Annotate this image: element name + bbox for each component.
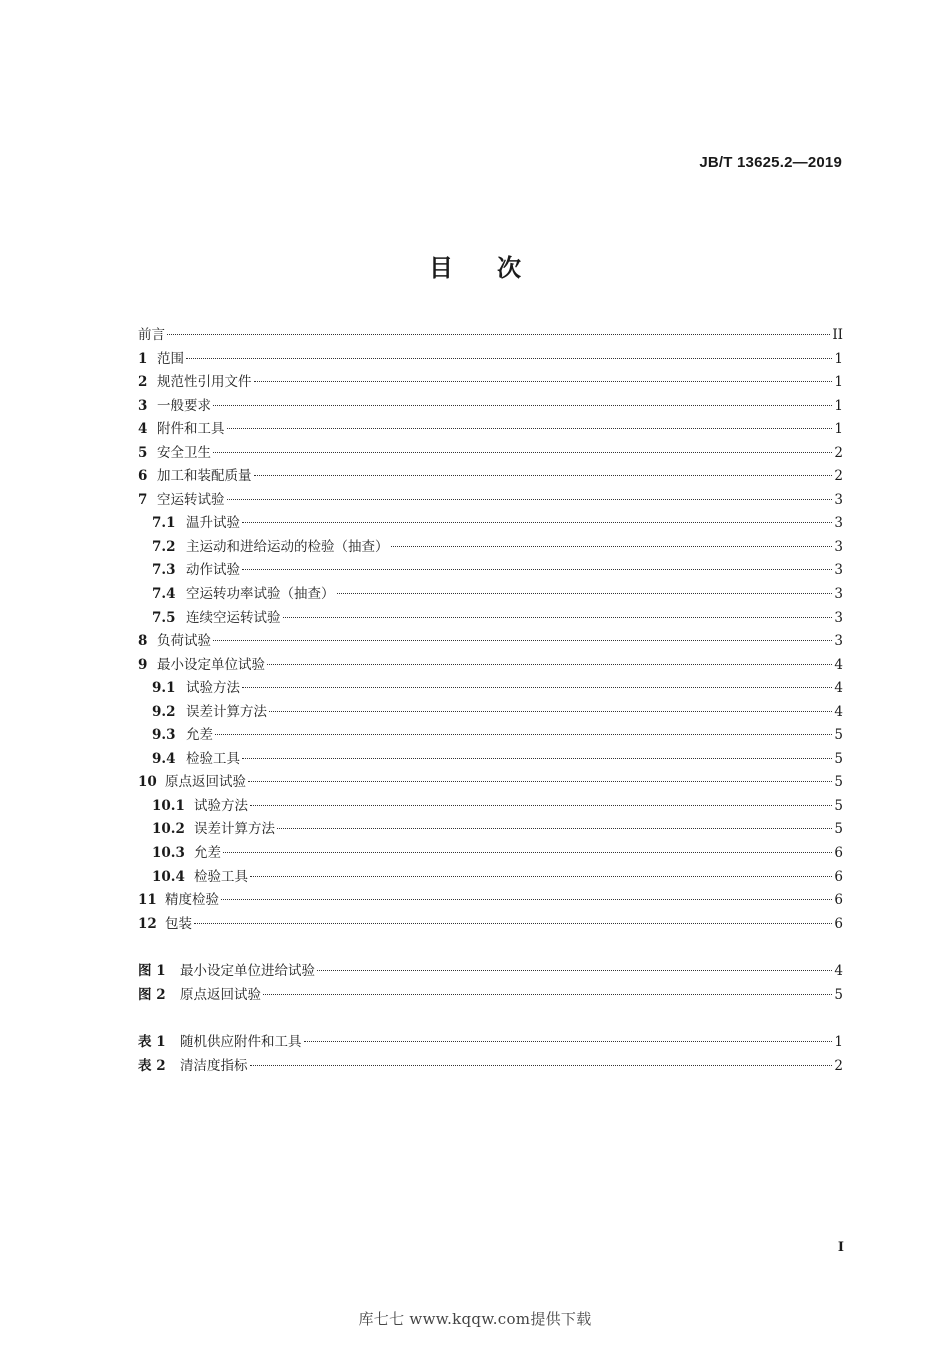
standard-number: JB/T 13625.2—2019 xyxy=(699,154,842,171)
toc-entry[interactable] xyxy=(138,324,843,348)
toc-entry-page: 3 xyxy=(834,491,843,508)
toc-entry-page: 3 xyxy=(834,515,843,532)
toc-entry-page: II xyxy=(832,327,843,343)
toc-entry[interactable] xyxy=(138,583,843,607)
toc-entry[interactable] xyxy=(138,866,843,890)
toc-entry-number: 2 xyxy=(138,374,148,391)
toc-entry-number: 10 xyxy=(138,774,157,791)
toc-entry-number: 9.2 xyxy=(152,703,176,720)
page-number: I xyxy=(837,1240,844,1255)
toc-entry-number: 7.2 xyxy=(152,538,176,555)
toc-entry-page: 5 xyxy=(834,727,843,744)
toc-leader-dots xyxy=(227,499,833,500)
toc-entry-label: 检验工具 xyxy=(186,750,240,767)
toc-entry[interactable] xyxy=(138,536,843,560)
toc-entry-page: 5 xyxy=(834,797,843,814)
toc-entry-page: 3 xyxy=(834,633,843,650)
toc-entry[interactable] xyxy=(138,489,843,513)
toc-entry-label: 前言 xyxy=(138,327,165,343)
toc-entry-page: 4 xyxy=(834,703,843,720)
toc-entry-number: 9.3 xyxy=(152,727,176,744)
toc-entry-number: 7.4 xyxy=(152,586,176,603)
toc-entry-label: 试验方法 xyxy=(186,680,240,697)
toc-entry-number: 10.2 xyxy=(152,821,185,838)
toc-entry-page: 6 xyxy=(834,915,843,932)
toc-entry[interactable] xyxy=(138,630,843,654)
toc-entry-number: 3 xyxy=(138,397,148,414)
toc-entry-page: 4 xyxy=(834,680,843,697)
toc-leader-dots xyxy=(263,994,832,995)
toc-entry-label: 原点返回试验 xyxy=(180,986,261,1003)
toc-entry[interactable] xyxy=(138,984,843,1008)
toc-leader-dots xyxy=(277,828,832,829)
toc-leader-dots xyxy=(242,687,832,688)
toc-entry-number: 10.4 xyxy=(152,868,185,885)
toc-entry[interactable] xyxy=(138,771,843,795)
toc-entry-label: 允差 xyxy=(194,845,221,862)
toc-entry-label: 附件和工具 xyxy=(157,421,225,438)
toc-entry-number: 图 2 xyxy=(138,986,166,1003)
toc-entry-page: 4 xyxy=(834,963,843,979)
toc-entry[interactable] xyxy=(138,701,843,725)
toc-leader-dots xyxy=(194,923,832,924)
toc-entry-page: 1 xyxy=(834,1034,843,1050)
toc-leader-dots xyxy=(248,781,832,782)
toc-entry[interactable] xyxy=(138,371,843,395)
toc-entry-label: 规范性引用文件 xyxy=(157,374,252,391)
toc-table-list xyxy=(138,1031,843,1078)
toc-entry-number: 7.3 xyxy=(152,562,176,579)
toc-leader-dots xyxy=(283,617,833,618)
toc-entry-label: 试验方法 xyxy=(194,797,248,814)
toc-leader-dots xyxy=(304,1041,833,1042)
toc-figure-list xyxy=(138,960,843,1007)
toc-entry-number: 表 2 xyxy=(138,1057,166,1074)
toc-entry[interactable] xyxy=(138,818,843,842)
toc-entry-number: 5 xyxy=(138,444,148,461)
toc-entry-number: 1 xyxy=(138,350,148,367)
toc-entry-number: 表 1 xyxy=(138,1034,166,1050)
toc-entry[interactable] xyxy=(138,677,843,701)
toc-entry-number: 7 xyxy=(138,491,148,508)
toc-entry-page: 3 xyxy=(834,609,843,626)
toc-leader-dots xyxy=(250,805,832,806)
toc-entry-page: 5 xyxy=(834,750,843,767)
toc-entry[interactable] xyxy=(138,654,843,678)
toc-entry-label: 包装 xyxy=(165,915,192,932)
toc-entry-label: 安全卫生 xyxy=(157,444,211,461)
toc-entry[interactable] xyxy=(138,748,843,772)
footer-watermark: 库七七 www.kqqw.com提供下载 xyxy=(358,1310,592,1328)
toc-leader-dots xyxy=(221,899,832,900)
toc-entry-label: 温升试验 xyxy=(186,515,240,532)
toc-entry-number: 11 xyxy=(138,892,157,909)
toc-entry-label: 空运转功率试验（抽查） xyxy=(186,586,335,603)
toc-entry-label: 加工和装配质量 xyxy=(157,468,252,485)
toc-entry[interactable] xyxy=(138,1055,843,1079)
toc-leader-dots xyxy=(223,852,832,853)
toc-entry-label: 原点返回试验 xyxy=(165,774,246,791)
toc-entry-number: 10.1 xyxy=(152,797,185,814)
toc-entry[interactable] xyxy=(138,442,843,466)
toc-leader-dots xyxy=(213,405,832,406)
toc-entry-label: 动作试验 xyxy=(186,562,240,579)
toc-entry-page: 2 xyxy=(834,444,843,461)
toc-entry-page: 3 xyxy=(834,538,843,555)
toc-entry-label: 空运转试验 xyxy=(157,491,225,508)
toc-entry-page: 4 xyxy=(834,656,843,673)
toc-entry-number: 6 xyxy=(138,468,148,485)
toc-entry-label: 一般要求 xyxy=(157,397,211,414)
toc-entry[interactable] xyxy=(138,559,843,583)
toc-leader-dots xyxy=(317,970,832,971)
toc-entry-label: 精度检验 xyxy=(165,892,219,909)
toc-leader-dots xyxy=(250,1065,833,1066)
toc-leader-dots xyxy=(227,428,833,429)
toc-entry-label: 主运动和进给运动的检验（抽查） xyxy=(186,538,389,555)
toc-entry-page: 3 xyxy=(834,586,843,603)
toc-entry-label: 最小设定单位进给试验 xyxy=(180,963,315,979)
toc-entry-page: 1 xyxy=(834,374,843,391)
toc-entry[interactable] xyxy=(138,1031,843,1055)
toc-entry-number: 9.4 xyxy=(152,750,176,767)
toc-entry-page: 2 xyxy=(834,468,843,485)
toc-entry-page: 3 xyxy=(834,562,843,579)
toc-leader-dots xyxy=(186,358,832,359)
toc-entry-number: 4 xyxy=(138,421,148,438)
toc-entry-label: 范围 xyxy=(157,350,184,367)
toc-leader-dots xyxy=(242,569,832,570)
toc-leader-dots xyxy=(250,876,832,877)
toc-entry-page: 1 xyxy=(834,421,843,438)
toc-entry-label: 负荷试验 xyxy=(157,633,211,650)
toc-entry-label: 连续空运转试验 xyxy=(186,609,281,626)
toc-entry[interactable] xyxy=(138,960,843,984)
toc-entry-number: 10.3 xyxy=(152,845,185,862)
toc-leader-dots xyxy=(391,546,833,547)
toc-entry-label: 误差计算方法 xyxy=(194,821,275,838)
toc-entry[interactable] xyxy=(138,512,843,536)
toc-entry-number: 7.1 xyxy=(152,515,176,532)
toc-entry[interactable] xyxy=(138,842,843,866)
toc-entry-page: 5 xyxy=(834,821,843,838)
toc-main-list xyxy=(138,324,843,936)
toc-leader-dots xyxy=(337,593,833,594)
toc-entry-page: 5 xyxy=(834,986,843,1003)
toc-entry[interactable] xyxy=(138,889,843,913)
toc-leader-dots xyxy=(267,664,832,665)
toc-entry[interactable] xyxy=(138,913,843,937)
toc-leader-dots xyxy=(213,452,832,453)
toc-entry-label: 最小设定单位试验 xyxy=(157,656,265,673)
toc-entry-label: 允差 xyxy=(186,727,213,744)
toc-entry-page: 6 xyxy=(834,845,843,862)
toc-entry-number: 12 xyxy=(138,915,157,932)
toc-entry[interactable] xyxy=(138,724,843,748)
toc-entry-number: 7.5 xyxy=(152,609,176,626)
toc-entry-page: 6 xyxy=(834,868,843,885)
toc-leader-dots xyxy=(269,711,832,712)
toc-entry[interactable] xyxy=(138,795,843,819)
toc-entry[interactable] xyxy=(138,418,843,442)
toc-entry[interactable] xyxy=(138,348,843,372)
toc-leader-dots xyxy=(254,475,833,476)
toc-entry-number: 图 1 xyxy=(138,963,166,979)
toc-entry-label: 误差计算方法 xyxy=(186,703,267,720)
toc-entry[interactable] xyxy=(138,607,843,631)
toc-entry-page: 2 xyxy=(834,1057,843,1074)
toc-leader-dots xyxy=(254,381,833,382)
toc-leader-dots xyxy=(215,734,832,735)
toc-leader-dots xyxy=(242,758,832,759)
toc-entry-page: 5 xyxy=(834,774,843,791)
toc-entry-page: 1 xyxy=(834,397,843,414)
toc-entry-label: 清洁度指标 xyxy=(180,1057,248,1074)
toc-entry-label: 检验工具 xyxy=(194,868,248,885)
toc-entry[interactable] xyxy=(138,395,843,419)
toc-leader-dots xyxy=(213,640,832,641)
toc-entry-page: 1 xyxy=(834,350,843,367)
toc-leader-dots xyxy=(167,334,830,335)
toc-entry-page: 6 xyxy=(834,892,843,909)
toc-entry-number: 8 xyxy=(138,633,148,650)
toc-entry[interactable] xyxy=(138,465,843,489)
toc-entry-label: 随机供应附件和工具 xyxy=(180,1034,302,1050)
toc-leader-dots xyxy=(242,522,832,523)
page-title: 目次 xyxy=(429,254,565,282)
toc-entry-number: 9 xyxy=(138,656,148,673)
toc-entry-number: 9.1 xyxy=(152,680,176,697)
